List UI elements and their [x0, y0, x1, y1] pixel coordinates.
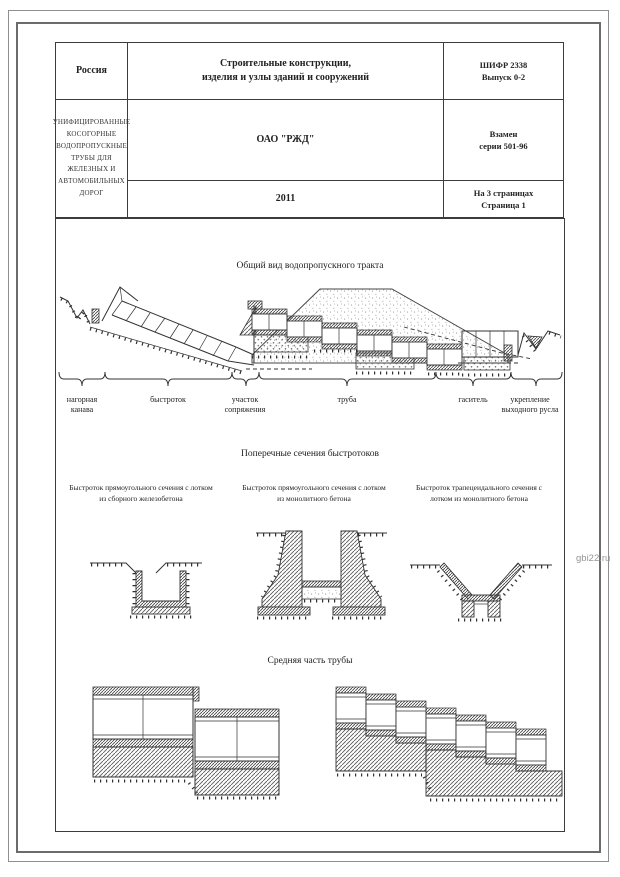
zone-label-junction: участок сопряжения [224, 395, 266, 414]
year-label: 2011 [275, 192, 296, 204]
cross-sections-title: Поперечные сечения быстротоков [241, 449, 379, 459]
general-view-title: Общий вид водопропускного тракта [236, 261, 384, 271]
series-title-line1: Строительные конструкции, [219, 57, 352, 69]
zone-label-upland-ditch: нагорная канава [66, 395, 98, 414]
pipe-step-1 [93, 687, 199, 781]
middle-part-title: Средняя часть трубы [267, 656, 353, 666]
cell-year [128, 181, 444, 217]
doc-title: УНИФИЦИРОВАННЫЕ КОСОГОРНЫЕ ВОДОПРОПУСКНЫЕ ТРУБЫ ДЛЯ ЖЕЛЕЗНЫХ И АВТОМОБИЛЬНЫХ ДОРОГ [52, 117, 131, 198]
cell-doc-title [52, 100, 131, 217]
pipe-middle-two-steps [91, 685, 281, 803]
title-block-table [52, 42, 564, 218]
issue-label: Выпуск 0-2 [481, 72, 526, 82]
watermark: gbi22.ru [576, 553, 611, 564]
pages-line1: На 3 страницах [473, 187, 534, 198]
pages-line2: Страница 1 [481, 200, 526, 210]
cross-section-caption-2: Быстроток прямоугольного сечения с лотком из монолитного бетона [242, 483, 386, 504]
pipe-step-2 [195, 709, 279, 798]
zone-label-dissipator: гаситель [458, 395, 488, 404]
series-title-line2: изделия и узлы зданий и сооружений [201, 72, 370, 83]
zone-label-chute: быстроток [150, 395, 186, 404]
cross-section-precast-rectangular [86, 537, 206, 623]
replaces-line2: серии 501-96 [479, 141, 528, 151]
country-label: Россия [76, 64, 107, 76]
organization-label: ОАО "РЖД" [256, 133, 315, 145]
cell-country [56, 43, 128, 100]
chute-channel [90, 287, 254, 373]
cross-section-monolithic-rectangular [254, 515, 389, 623]
replaces-line1: Взамен [489, 128, 518, 139]
zone-label-outlet: укрепление выходного русла [501, 395, 559, 414]
drawing-content-box [55, 218, 565, 832]
cross-section-caption-3: Быстроток трапецеидального сечения с лотком из монолитного бетона [416, 483, 542, 504]
cell-replaces [444, 100, 563, 181]
cross-section-monolithic-trapezoidal [406, 541, 556, 623]
pipe-middle-multi-steps [334, 685, 564, 803]
cell-cipher [444, 43, 563, 100]
cross-section-caption-1: Быстроток прямоугольного сечения с лотком из сборного железобетона [69, 483, 213, 504]
cell-pages [444, 181, 563, 217]
culvert-profile-drawing [56, 275, 566, 390]
zone-label-pipe: труба [337, 395, 357, 404]
cell-organization [128, 100, 444, 181]
outlet-protection [518, 331, 561, 355]
cipher-label: ШИФР 2338 [479, 59, 528, 70]
upland-ditch [60, 297, 99, 326]
cell-series-title [128, 43, 444, 100]
